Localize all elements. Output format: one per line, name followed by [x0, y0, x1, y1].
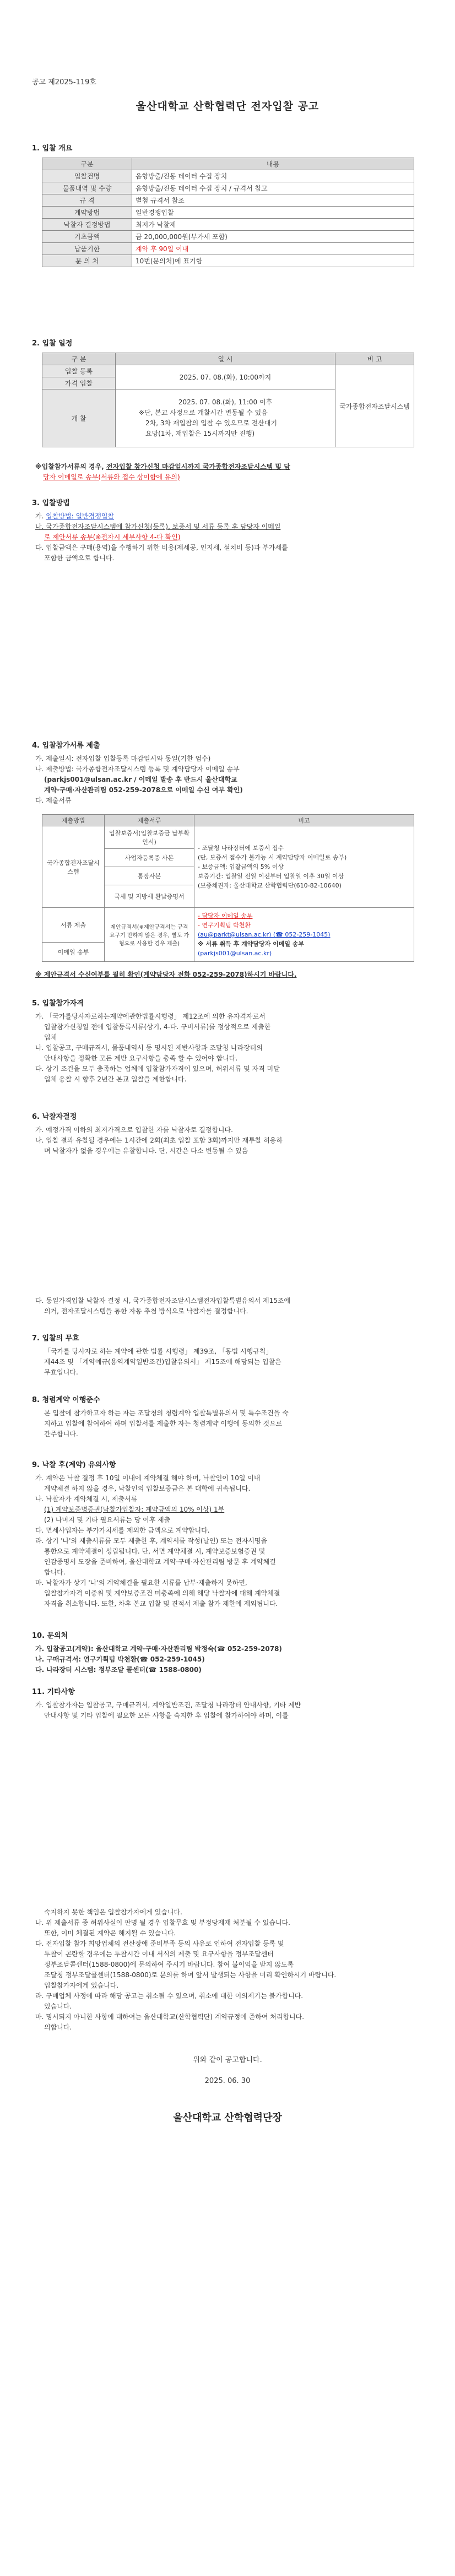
item-text: 조달청 정부조달콜센터(1588-0800)로 문의를 하여 앞서 발생되는 사항을 미리 확인하시기 바랍니다. [44, 1971, 337, 1979]
section-body [35, 1700, 432, 1721]
item-text: 마. 낙찰자가 상기 '나'의 계약체결을 필요한 서류를 납부·제출하지 못하면, [35, 1579, 247, 1587]
open-time: 2025. 07. 08.(화), 11:00 이후 [178, 398, 273, 406]
table-cell: 2025. 07. 08.(화), 10:00까지 [116, 365, 335, 389]
item-text: 숙지하지 못한 책임은 입찰참가자에게 있습니다. [44, 1908, 182, 1916]
item-text: 또한, 이미 체결된 계약은 해지될 수 있습니다. [44, 1929, 176, 1937]
item-text: 투찰이 곤란할 경우에는 투찰시간 이내 서식의 제출 및 요구사항을 정부조달센터 [44, 1950, 274, 1958]
note-line: - 보증금액: 입찰금액의 5% 이상 [198, 863, 284, 870]
section-body [35, 1296, 432, 1317]
item-text: 나. 위 제출서류 중 허위사실이 판명 될 경우 입찰무효 및 부정당제재 처분될 수 있습니다. [35, 1919, 290, 1926]
documents-note: ※ 제안규격서 수신여부를 필히 확인(계약담당자 전화 052-259-2078)하시기 바랍니다. [35, 971, 297, 978]
open-note: 2차, 3차 재입찰의 입찰 수 있으므로 전산대기 [145, 419, 278, 427]
schedule-table [42, 353, 414, 447]
table-cell: 입찰보증서(입찰보증금 납부확인서) [105, 826, 194, 849]
section-body [44, 1408, 430, 1439]
note-line: ※ 서류 취득 후 계약담당자 이메일 송부 [198, 940, 305, 948]
section-body [35, 1473, 432, 1609]
item-text: 자격을 취소합니다. 또한, 차후 본교 입찰 및 견적서 제출 참가 제한에 제외됩니다. [44, 1600, 278, 1608]
item-text: 나. 입찰공고, 구매규격서, 물품내역서 등 명시된 제반사항과 조달청 나라장터의 [35, 1044, 263, 1052]
table-header: 제출서류 [105, 815, 194, 826]
table-cell: 계약방법 [42, 207, 132, 219]
contact-line: 다. 나라장터 시스템: 정부조달 콜센터(☎ 1588-0800) [35, 1666, 202, 1674]
item-text: 가. 「국가를당사자로하는계약에관한법률시행령」 제12조에 의한 유자격자로서 [35, 1013, 266, 1020]
table-header: 비 고 [335, 353, 414, 365]
section-heading: 7. 입찰의 무효 [32, 1334, 79, 1343]
table-cell: 국가종합전자조달시스템 [335, 365, 414, 447]
table-cell: 개 찰 [42, 389, 116, 447]
item-text: 나. 낙찰자가 계약체결 시, 제출서류 [35, 1495, 138, 1503]
note-text: 전자입찰 참가신청 마감일시까지 국가종합전자조달시스템 및 담 [106, 463, 290, 470]
table-cell: 서류 제출 [42, 908, 105, 943]
table-cell: 계약 후 90일 이내 [132, 243, 414, 255]
note-prefix: ※입찰참가서류의 경우, [35, 463, 106, 470]
item-text: 정부조달콜센터(1588-0800)에 문의하여 주시기 바랍니다. 참여 불이익을 받지 않도록 [44, 1961, 294, 1968]
item-text: 가. 입찰참가자는 입찰공고, 구매규격서, 계약일반조건, 조달청 나라장터 안내사항, 기타 제반 [35, 1701, 301, 1709]
table-cell [194, 826, 414, 908]
item-text: 안내사항 및 기타 입찰에 필요한 모든 사항을 숙지한 후 입찰에 참가하여야 하며, 이를 [44, 1712, 289, 1719]
item-text: 「국가를 당사자로 하는 계약에 관한 법률 시행령」 제39조, 「동법 시행규칙」 [44, 1347, 273, 1355]
item-text: 나. 입찰 결과 유찰될 경우에는 1시간에 2회(최초 입찰 포함 3회)까지만 재투찰 허용하 [35, 1137, 283, 1144]
section-heading: 10. 문의처 [32, 1632, 68, 1640]
item-text: 다. 상기 조건을 모두 충족하는 업체에 입찰참가자격이 있으며, 허위서류 및 자격 미달 [35, 1065, 280, 1073]
section-body [44, 1346, 430, 1378]
section-heading: 11. 기타사항 [32, 1688, 75, 1696]
note-line: - 연구기획팀 박천환 [198, 922, 251, 929]
page-title: 울산대학교 산학협력단 전자입찰 공고 [136, 100, 319, 112]
item-text: 마. 명시되지 아니한 사항에 대하여는 울산대학교(산학협력단) 계약규정에 준하여 처리합니다. [35, 2013, 305, 2021]
table-cell [194, 908, 414, 962]
schedule-note [35, 462, 421, 483]
item-text: 업체 [44, 1033, 57, 1041]
note-text: 당자 이메일로 송부(서류와 접수 상이함에 유의) [43, 473, 180, 481]
table-cell: 제안규격서(※제안규격서는 규격 요구기 만하지 않은 경우, 별도 가형으로 사용할 경우 제출) [105, 908, 194, 962]
table-cell: 낙찰자 결정방법 [42, 219, 132, 231]
item-text: (2) 나머지 및 기타 필요서류는 당 이후 제출 [44, 1516, 171, 1524]
item-text: 가. 제출일시: 전자입찰 입찰등록 마감일시와 동일(기한 엄수) [35, 755, 211, 762]
item-text: 입찰방법: 일반경쟁입찰 [46, 512, 115, 520]
item-text: 의거, 전자조달시스템을 통한 자동 추첨 방식으로 낙찰자를 결정합니다. [44, 1307, 248, 1315]
item-text: 무효입니다. [44, 1368, 78, 1376]
contact-line: 가. 입찰공고(계약): 울산대학교 계약·구매·자산관리팀 박정숙(☎ 052-259-2078) [35, 1645, 282, 1653]
item-prefix: 가. [35, 512, 46, 520]
section-heading: 3. 입찰방법 [32, 499, 70, 507]
note-line: 보증기간: 입찰일 전일 이전부터 입찰일 이후 30일 이상 [198, 873, 344, 880]
table-cell: 입찰 등록 [42, 365, 116, 377]
item-text: 업체 응찰 시 향후 2년간 본교 입찰을 제한합니다. [44, 1075, 187, 1083]
item-text: 라. 상기 '나'의 제출서류를 모두 제출한 후, 계약서를 작성(날인) 또는 전자서명을 [35, 1537, 268, 1545]
item-text: 입찰참가자격 이중취 및 계약보증조건 미충족에 의해 해당 낙찰자에 대해 계약체결 [44, 1589, 280, 1597]
section-body [35, 754, 432, 806]
item-text: 다. 동일가격입찰 낙찰자 결정 시, 국가종합전자조달시스템전자입찰특별유의서 제15조에 [35, 1297, 291, 1305]
item-text: 다. 입찰금액은 구매(용역)을 수행하기 위한 비용(제세공, 인지세, 설치비 등)과 부가세를 [35, 544, 288, 551]
table-cell: 별첨 규격서 참조 [132, 194, 414, 207]
table-cell: 국가종합전자조달시스템 [42, 826, 105, 908]
table-header: 제출방법 [42, 815, 105, 826]
item-text: 가. 예정가격 이하의 최저가격으로 입찰한 자를 낙찰자로 결정합니다. [35, 1126, 233, 1134]
item-text: 다. 면세사업자는 부가가치세를 제외한 금액으로 계약합니다. [35, 1527, 210, 1534]
item-text: 지하고 입찰에 참여하여 하며 입찰서를 제출한 자는 청렴계약 이행에 동의한 것으로 [44, 1420, 283, 1427]
note-line: (au@parkt@ulsan.ac.kr) (☎ 052-259-1045) [198, 931, 331, 938]
item-text: 입찰참가신청일 전에 입찰등록서류(상기, 4-다. 구비서류)를 정상적으로 제출한 [44, 1023, 271, 1031]
table-cell: 음향방출/진동 데이터 수집 장치 [132, 170, 414, 182]
table-cell: 입찰건명 [42, 170, 132, 182]
note-line: (parkjs001@ulsan.ac.kr) [198, 950, 272, 957]
item-text: 나. 제출방법: 국가종합전자조달시스템 등록 및 계약담당자 이메일 송부 [35, 765, 240, 773]
table-cell [116, 389, 335, 447]
table-cell: 문 의 처 [42, 255, 132, 267]
table-cell: 10번(문의처)에 표기함 [132, 255, 414, 267]
item-text: 라. 구매업체 사정에 따라 해당 공고는 취소될 수 있으며, 취소에 대한 이의제기는 불가합니다. [35, 1992, 304, 2000]
table-cell: 가격 입찰 [42, 377, 116, 389]
table-cell: 통장사본 [105, 867, 194, 885]
section-heading: 8. 청렴계약 이행준수 [32, 1396, 100, 1404]
item-text: 본 입찰에 참가하고자 하는 자는 조달청의 청렴계약 입찰특별유의서 및 특수조건을 숙 [44, 1409, 289, 1417]
section-body [35, 1644, 432, 1675]
open-note: 요망(1차, 재입찰은 15시까지만 진행) [145, 430, 255, 437]
section-heading: 4. 입찰참가서류 제출 [32, 742, 100, 750]
table-cell: 물품내역 및 수량 [42, 182, 132, 194]
section-body [35, 1011, 432, 1085]
item-text: 로 제안서류 송부(※전자시 세부사항 4-다 확인) [44, 533, 181, 541]
note-line: (단, 보증서 접수가 불가능 시 계약담당자 이메일로 송부) [198, 854, 347, 861]
note-line: - 담당자 이메일 송부 [198, 912, 253, 919]
overview-table [42, 158, 414, 267]
table-cell: 일반경쟁입찰 [132, 207, 414, 219]
closing-statement: 위와 같이 공고합니다. [193, 2056, 262, 2064]
item-text: (parkjs001@ulsan.ac.kr / 이메일 발송 후 반드시 울산대학교 [44, 776, 237, 783]
item-text: 인감증명서 도장을 준비하여, 울산대학교 계약·구매·자산관리팀 방문 후 계약체결 [44, 1558, 276, 1566]
table-cell: 최저가 낙찰제 [132, 219, 414, 231]
table-cell: 국세 및 지방세 완납증명서 [105, 885, 194, 908]
section-heading: 5. 입찰참가자격 [32, 999, 84, 1008]
item-text: 가. 계약은 낙찰 결정 후 10일 이내에 계약체결 해야 하며, 낙찰인이 10일 이내 [35, 1474, 261, 1482]
item-text: 며 낙찰자가 없을 경우에는 유찰합니다. 단, 시간은 다소 변동될 수 있음 [44, 1147, 248, 1155]
issuing-organization: 울산대학교 산학협력단장 [173, 2112, 282, 2124]
item-text: 포함한 금액으로 합니다. [44, 554, 115, 562]
item-text: 계약체결 하지 않을 경우, 낙찰인의 입찰보증금은 본 대학에 귀속됩니다. [44, 1485, 251, 1492]
open-note: ※단, 본교 사정으로 개찰시간 변동될 수 있음 [139, 409, 268, 416]
table-cell: 이메일 송부 [42, 943, 105, 962]
notice-number: 공고 제2025-119호 [32, 78, 96, 86]
section-body [35, 1125, 432, 1156]
table-cell: 사업자등록증 사본 [105, 849, 194, 867]
item-text: 간주합니다. [44, 1430, 78, 1438]
contact-line: 나. 구매규격서: 연구기획팀 박천환(☎ 052-259-1045) [35, 1655, 205, 1663]
documents-table [42, 814, 414, 962]
table-cell: 기초금액 [42, 231, 132, 243]
table-cell: 규 격 [42, 194, 132, 207]
section-heading: 1. 입찰 개요 [32, 144, 73, 153]
table-header: 내용 [132, 158, 414, 170]
item-text: 합니다. [44, 1568, 66, 1576]
section-heading: 6. 낙찰자결정 [32, 1113, 77, 1121]
table-cell: 납품기한 [42, 243, 132, 255]
item-text: 다. 전자입찰 참가 희망업체의 전산장애 준비부족 등의 사유로 인하여 전자입찰 등록 및 [35, 1940, 284, 1947]
item-text: 입찰참가자에게 있습니다. [44, 1982, 119, 1989]
table-header: 구 분 [42, 353, 116, 365]
table-cell: 음향방출/진동 데이터 수집 장치 / 규격서 참고 [132, 182, 414, 194]
note-line: - 조달청 나라장터에 보증서 접수 [198, 845, 284, 852]
section-body [35, 1907, 432, 2033]
item-text: 안내사항을 정확한 모든 제반 요구사항을 충족 할 수 있어야 합니다. [44, 1054, 238, 1062]
item-text: 제44조 및 「계약예규(용역계약일반조건)입찰유의서」 제15조에 해당되는 입찰은 [44, 1358, 281, 1366]
note-line: (보증채권자: 울산대학교 산학협력단(610-82-10640) [198, 882, 342, 889]
table-header: 일 시 [116, 353, 335, 365]
table-header: 구분 [42, 158, 132, 170]
item-text: 있습니다. [44, 2003, 72, 2010]
section-heading: 9. 낙찰 후(계약) 유의사항 [32, 1461, 116, 1469]
table-cell: 금 20,000,000원(부가세 포함) [132, 231, 414, 243]
item-text: (1) 계약보증명증권(낙찰가입찰자: 계약금액의 10% 이상) 1부 [44, 1506, 225, 1513]
section-heading: 2. 입찰 일정 [32, 339, 73, 348]
item-text: 계약·구매·자산관리팀 052-259-2078으로 이메일 수신 여부 확인) [44, 786, 243, 794]
item-text: 나. 국가종합전자조달시스템에 참가신청(등록), 보증서 및 서류 등록 후 담당자 이메일 [35, 523, 281, 531]
section-body [35, 511, 432, 564]
item-text: 의합니다. [44, 2023, 72, 2031]
item-text: 다. 제출서류 [35, 797, 72, 804]
notice-date: 2025. 06. 30 [204, 2077, 251, 2085]
item-text: 통한으로 계약체결이 성립됩니다. 단, 서면 계약체결 시, 계약보증보험증권 및 [44, 1547, 266, 1555]
table-header: 비고 [194, 815, 414, 826]
